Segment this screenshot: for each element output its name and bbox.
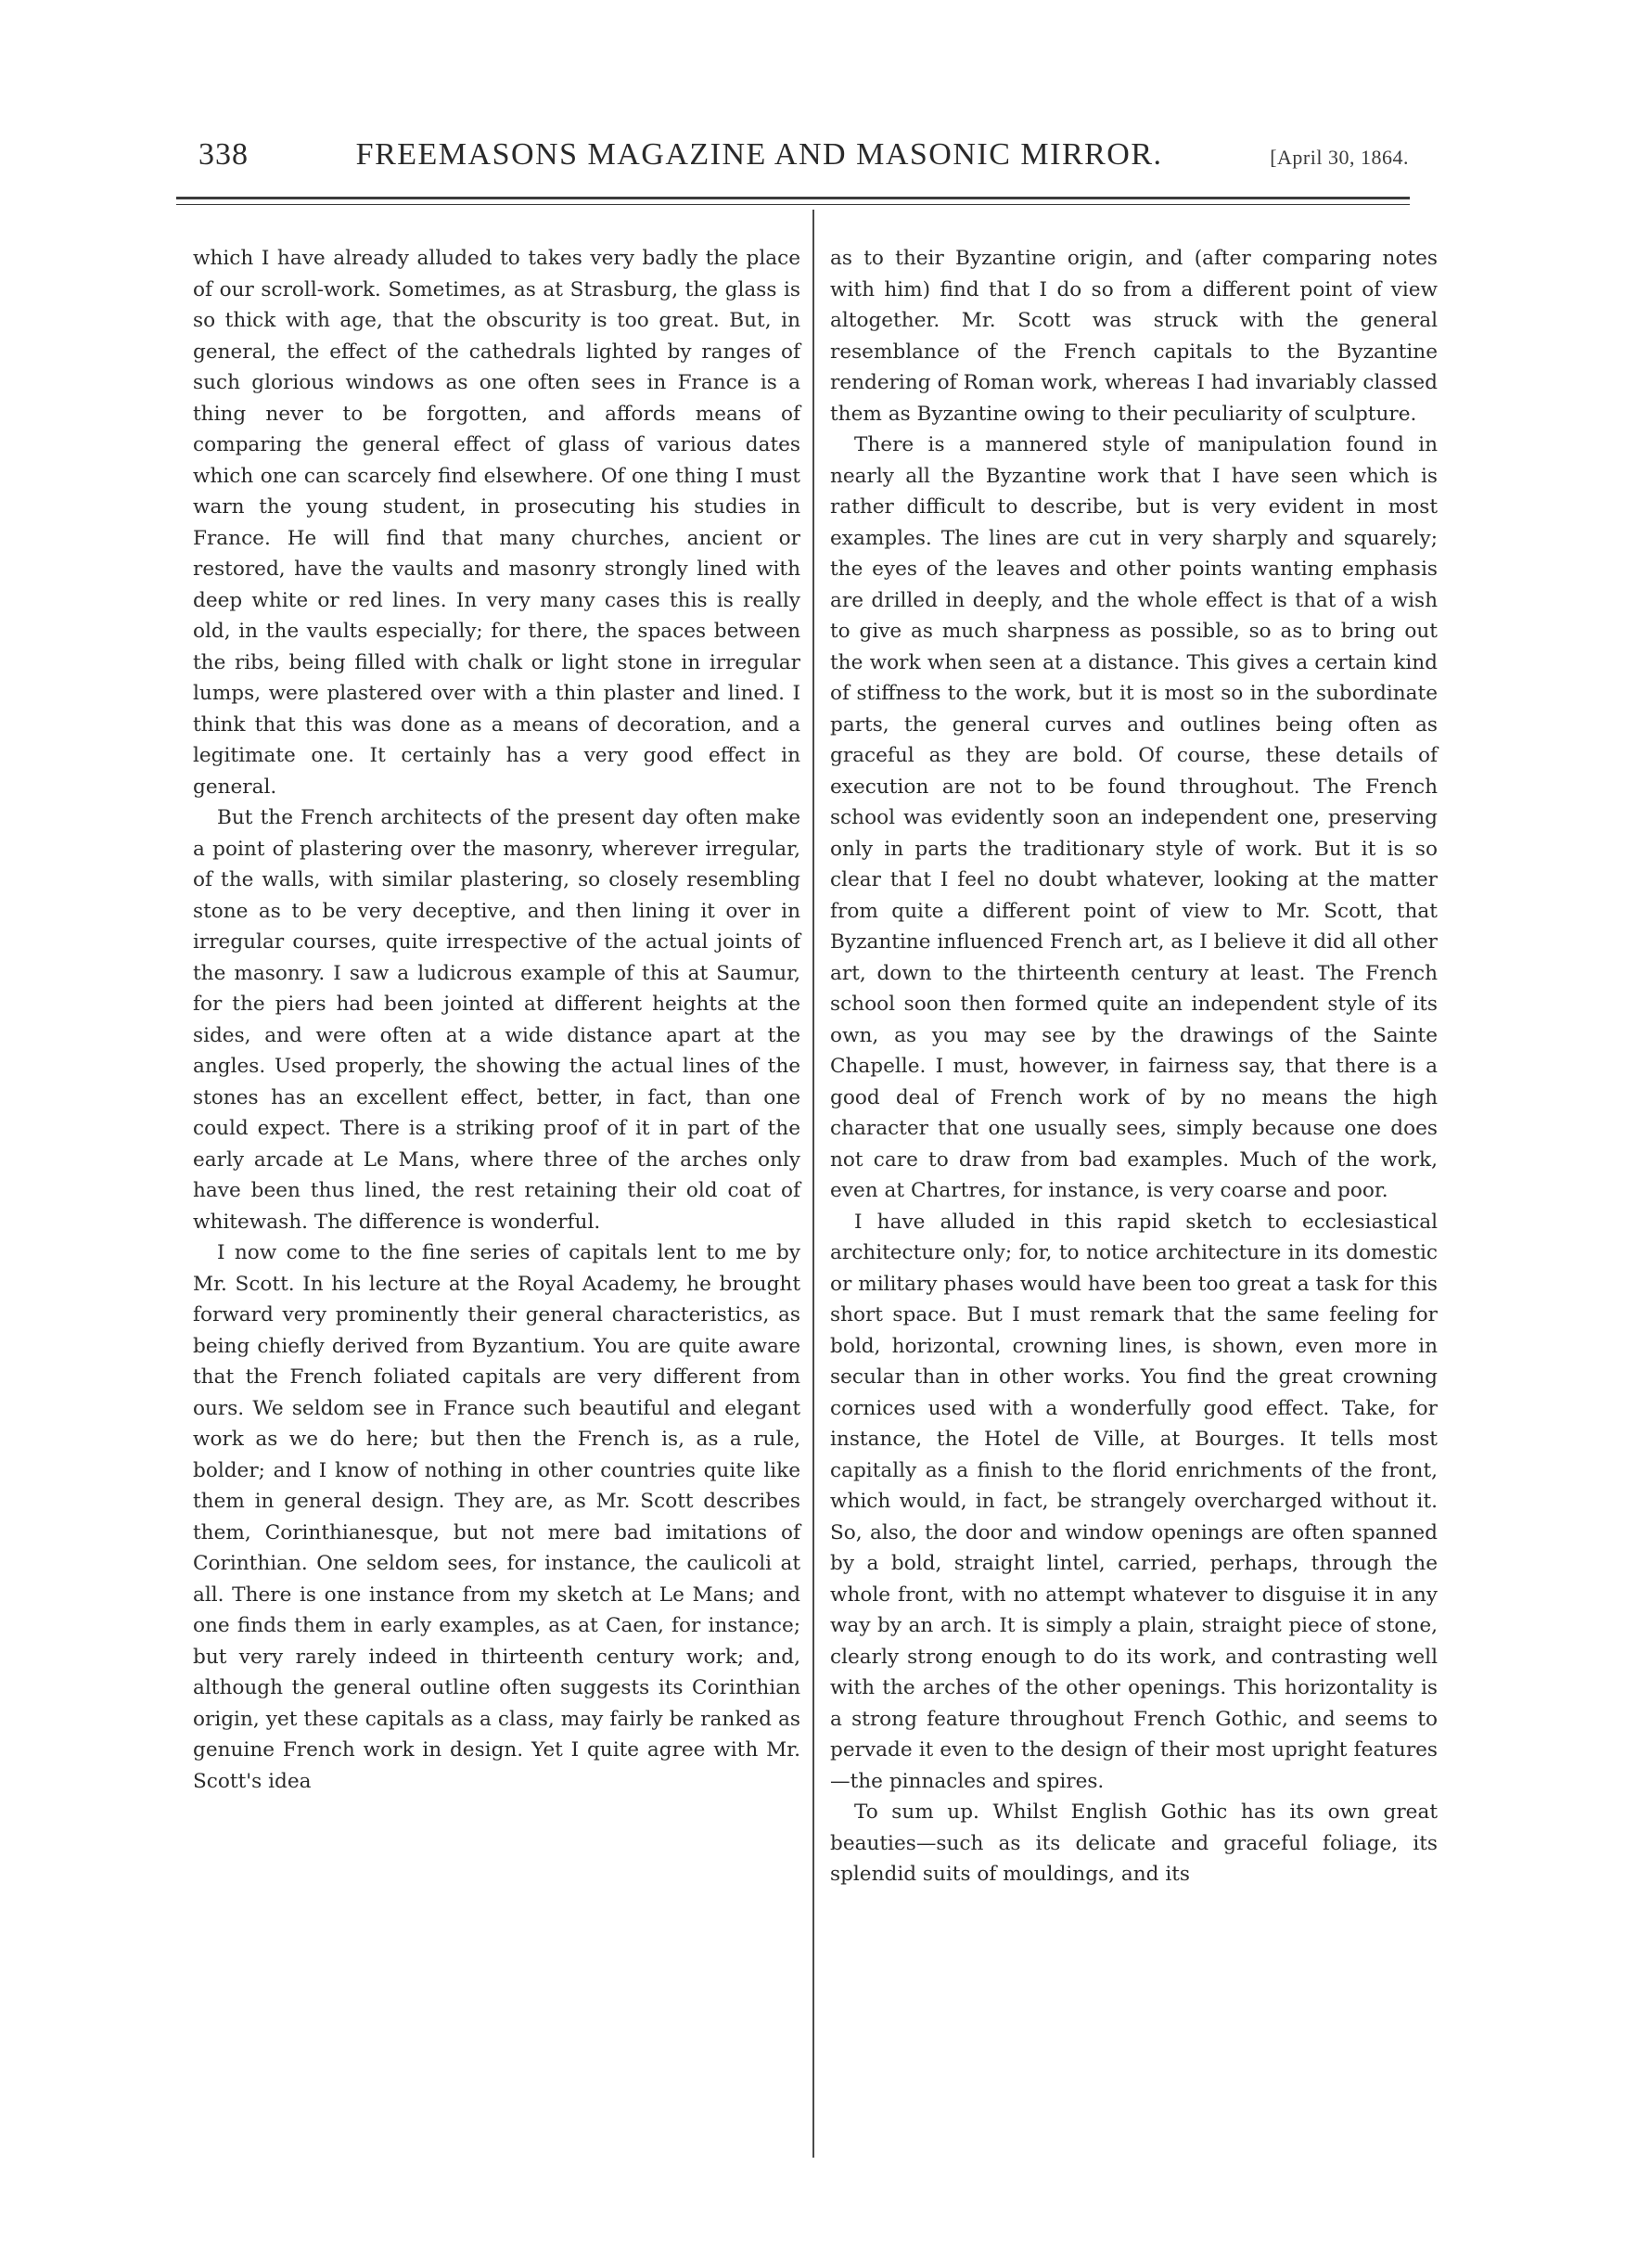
header-rule-thin: [176, 204, 1410, 205]
right-column: [830, 243, 1438, 1890]
header-rule-thick: [176, 197, 1410, 199]
paragraph: But the French architects of the present day often make a point of plastering over the masonry, wherever irregular, of the walls, with similar plastering, so closely resembling stone as to be very deceptive, and then lining it over in irregular courses, quite irrespective of the actual joints of the masonry. I saw a ludicrous example of this at Saumur, for the piers had been jointed at different heights at the sides, and were often at a wide distance apart at the angles. Used properly, the showing the actual lines of the stones has an excellent effect, better, in fact, than one could expect. There is a striking proof of it in part of the early arcade at Le Mans, where three of the arches only have been thus lined, the rest retaining their old coat of whitewash. The difference is wonderful.: [193, 806, 800, 1234]
paragraph: I now come to the fine series of capitals lent to me by Mr. Scott. In his lecture at the Royal Academy, he brought forward very prominently their general characteristics, as being chiefly derived from Byzantium. You are quite aware that the French foliated capitals are very different from ours. We seldom see in France such beautiful and elegant work as we do here; but then the French is, as a rule, bolder; and I know of nothing in other countries quite like them in general design. They are, as Mr. Scott describes them, Corinthianesque, but not mere bad imitations of Corinthian. One seldom sees, for instance, the caulicoli at all. There is one instance from my sketch at Le Mans; and one finds them in early examples, as at Caen, for instance; but very rarely indeed in thirteenth century work; and, although the general outline often suggests its Corinthian origin, yet these capitals as a class, may fairly be ranked as genuine French work in design. Yet I quite agree with Mr. Scott's idea: [193, 1241, 800, 1793]
page-number: 338: [198, 137, 249, 172]
paragraph: I have alluded in this rapid sketch to ecclesiastical architecture only; for, to notice architecture in its domestic or military phases would have been too great a task for this short space. But I must remark that the same feeling for bold, horizontal, crowning lines, is shown, even more in secular than in other works. You find the great crowning cornices used with a wonderfully good effect. Take, for instance, the Hotel de Ville, at Bourges. It tells most capitally as a finish to the florid enrichments of the front, which would, in fact, be strangely overcharged without it. So, also, the door and window openings are often spanned by a bold, straight lintel, carried, perhaps, through the whole front, with no attempt whatever to disguise it in any way by an arch. It is simply a plain, straight piece of stone, clearly strong enough to do its work, and contrasting well with the arches of the other openings. This horizontality is a strong feature throughout French Gothic, and seems to pervade it even to the design of their most upright features—the pinnacles and spires.: [830, 1210, 1438, 1793]
issue-date: [April 30, 1864.: [1270, 146, 1409, 169]
page-header: [198, 137, 1409, 184]
paragraph: as to their Byzantine origin, and (after comparing notes with him) find that I do so from a different point of view altogether. Mr. Scott was struck with the general resemblance of the French capitals to the Byzantine rendering of Roman work, whereas I had invariably classed them as Byzantine owing to their peculiarity of sculpture.: [830, 247, 1438, 426]
paragraph: which I have already alluded to takes very badly the place of our scroll-work. Sometimes, as at Strasburg, the glass is so thick with age, that the obscurity is too great. But, in general, the effect of the cathedrals lighted by ranges of such glorious windows as one often sees in France is a thing never to be forgotten, and affords means of comparing the general effect of glass of various dates which one can scarcely find elsewhere. Of one thing I must warn the young student, in prosecuting his studies in France. He will find that many churches, ancient or restored, have the vaults and masonry strongly lined with deep white or red lines. In very many cases this is really old, in the vaults especially; for there, the spaces between the ribs, being filled with chalk or light stone in irregular lumps, were plastered over with a thin plaster and lined. I think that this was done as a means of decoration, and a legitimate one. It certainly has a very good effect in general.: [193, 247, 800, 799]
left-column: [193, 243, 800, 1797]
running-title: FREEMASONS MAGAZINE AND MASONIC MIRROR.: [355, 137, 1163, 172]
column-divider: [812, 210, 814, 2158]
paragraph: There is a mannered style of manipulation found in nearly all the Byzantine work that I have seen which is rather difficult to describe, but is very evident in most examples. The lines are cut in very sharply and squarely; the eyes of the leaves and other points wanting emphasis are drilled in deeply, and the whole effect is that of a wish to give as much sharpness as possible, so as to bring out the work when seen at a distance. This gives a certain kind of stiffness to the work, but it is most so in the subordinate parts, the general curves and outlines being often as graceful as they are bold. Of course, these details of execution are not to be found throughout. The French school was evidently soon an independent one, preserving only in parts the traditionary style of work. But it is so clear that I feel no doubt whatever, looking at the matter from quite a different point of view to Mr. Scott, that Byzantine influenced French art, as I believe it did all other art, down to the thirteenth century at least. The French school soon then formed quite an independent style of its own, as you may see by the drawings of the Sainte Chapelle. I must, however, in fairness say, that there is a good deal of French work of by no means the high character that one usually sees, simply because one does not care to draw from bad examples. Much of the work, even at Chartres, for instance, is very coarse and poor.: [830, 433, 1438, 1202]
paragraph: To sum up. Whilst English Gothic has its own great beauties—such as its delicate and graceful foliage, its splendid suits of mouldings, and its: [830, 1800, 1438, 1886]
